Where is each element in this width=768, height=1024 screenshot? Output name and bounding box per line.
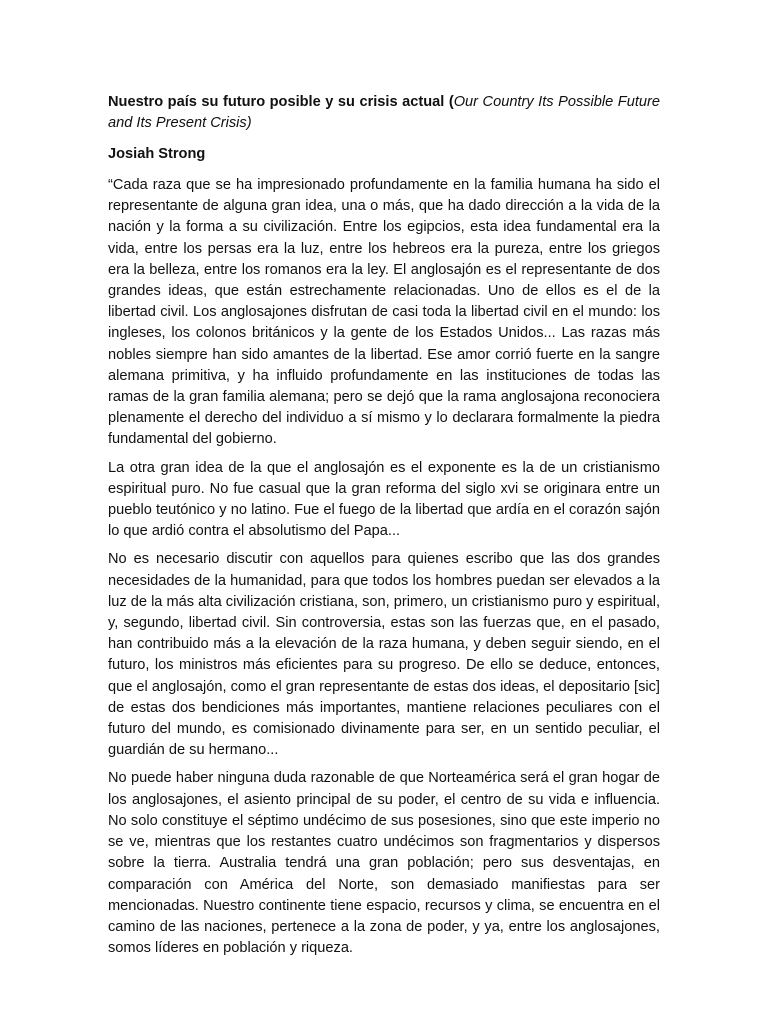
title-spanish: Nuestro país su futuro posible y su crisis actual ( xyxy=(108,94,454,110)
document-title xyxy=(108,92,660,134)
title-english: Our Country Its Possible Future and Its Present Crisis) xyxy=(108,94,660,131)
document-page xyxy=(108,92,660,966)
paragraph-3: No es necesario discutir con aquellos para quienes escribo que las dos grandes necesidades de la humanidad, para que todos los hombres puedan ser elevados a la luz de la más alta civilización cristiana, son, primero, un cristianismo puro y espiritual, y, segundo, libertad civil. Sin controversia, estas son las fuerzas que, en el pasado, han contribuido más a la elevación de la raza humana, y deben seguir siendo, en el futuro, los ministros más eficientes para su progreso. De ello se deduce, entonces, que el anglosajón, como el gran representante de estas dos ideas, el depositario [sic] de estas dos bendiciones más importantes, mantiene relaciones peculiares con el futuro del mundo, es comisionado divinamente para ser, en un sentido peculiar, el guardián de su hermano... xyxy=(108,551,660,759)
paragraph-4: No puede haber ninguna duda razonable de que Norteamérica será el gran hogar de los anglosajones, el asiento principal de su poder, el centro de su vida e influencia. No solo constituye el séptimo undécimo de sus posesiones, sino que este imperio no se ve, mientras que los restantes cuatro undécimos son fragmentarios y dispersos sobre la tierra. Australia tendrá una gran población; pero sus desventajas, en comparación con América del Norte, son demasiado manifiestas para ser mencionadas. Nuestro continente tiene espacio, recursos y clima, se encuentra en el camino de las naciones, pertenece a la zona de poder, y ya, entre los anglosajones, somos líderes en población y riqueza. xyxy=(108,770,660,957)
paragraph-1: “Cada raza que se ha impresionado profundamente en la familia humana ha sido el representante de alguna gran idea, una o más, que ha dado dirección a la vida de la nación y la forma a su civilización. Entre los egipcios, esta idea fundamental era la vida, entre los persas era la luz, entre los hebreos era la pureza, entre los griegos era la belleza, entre los romanos era la ley. El anglosajón es el representante de dos grandes ideas, que están estrechamente relacionadas. Uno de ellos es el de la libertad civil. Los anglosajones disfrutan de casi toda la libertad civil en el mundo: los ingleses, los colonos británicos y la gente de los Estados Unidos... Las razas más nobles siempre han sido amantes de la libertad. Ese amor corrió fuerte en la sangre alemana primitiva, y ha influido profundamente en las instituciones de todas las ramas de la gran familia alemana; pero se dejó que la rama anglosajona reconociera plenamente el derecho del individuo a sí mismo y lo declarara formalmente la piedra fundamental del gobierno. xyxy=(108,177,660,448)
paragraph-2: La otra gran idea de la que el anglosajón es el exponente es la de un cristianismo espiritual puro. No fue casual que la gran reforma del siglo xvi se originara entre un pueblo teutónico y no latino. Fue el fuego de la libertad que ardía en el corazón sajón lo que ardió contra el absolutismo del Papa... xyxy=(108,459,660,540)
author-name: Josiah Strong xyxy=(108,146,206,162)
